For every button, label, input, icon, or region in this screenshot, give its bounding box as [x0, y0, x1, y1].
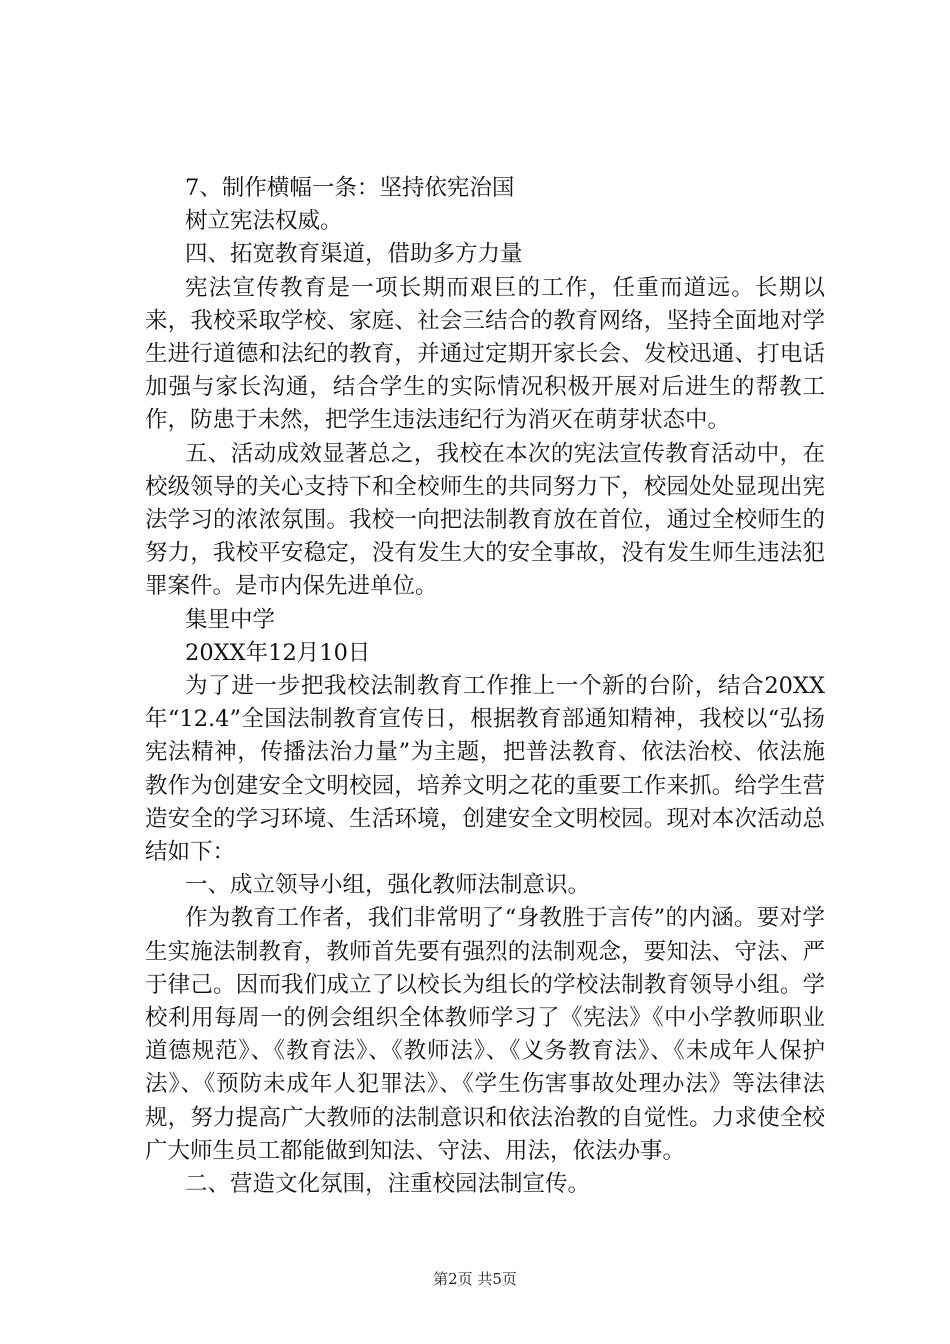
document-body: [145, 172, 825, 1201]
date: 20XX年12月10日: [185, 639, 371, 666]
section-heading: 四、拓宽教育渠道，借助多方力量: [185, 241, 523, 268]
paragraph: 7、制作横幅一条：坚持依宪治国: [185, 175, 515, 201]
page-number-footer: 第2页 共5页: [433, 1270, 517, 1288]
section-heading: 五、活动成效显著总之，我校在本次的宪法宣传教育活动中，在校级领导的关心支持下和全校师生的共同努力下，校园处处显现出宪法学习的浓浓氛围。我校一向把法制教育放在首位，通过全校师生的努力，我校平安稳定，没有发生大的安全事故，没有发生师生违法犯罪案件。是市内保先进单位。: [145, 440, 825, 600]
paragraph: 宪法宣传教育是一项长期而艰巨的工作，任重而道远。长期以来，我校采取学校、家庭、社会三结合的教育网络，坚持全面地对学生进行道德和法纪的教育，并通过定期开家长会、发校迅通、打电话加强与家长沟通，结合学生的实际情况积极开展对后进生的帮教工作，防患于未然，把学生违法违纪行为消灭在萌芽状态中。: [145, 274, 825, 434]
paragraph: 作为教育工作者，我们非常明了“身教胜于言传”的内涵。要对学生实施法制教育，教师首先要有强烈的法制观念，要知法、守法、严于律己。因而我们成立了以校长为组长的学校法制教育领导小组。学校利用每周一的例会组织全体教师学习了《宪法》《中小学教师职业道德规范》、《教育法》、《教师法》、《义务教育法》、《未成年人保护法》、《预防未成年人犯罪法》、《学生伤害事故处理办法》等法律法规，努力提高广大教师的法制意识和依法治教的自觉性。力求使全校广大师生员工都能做到知法、守法、用法，依法办事。: [145, 905, 825, 1164]
section-heading: 一、成立领导小组，强化教师法制意识。: [185, 872, 591, 899]
section-heading: 二、营造文化氛围，注重校园法制宣传。: [185, 1171, 591, 1198]
school-name: 集里中学: [185, 606, 276, 633]
paragraph: 为了进一步把我校法制教育工作推上一个新的台阶，结合20XX年“12.4”全国法制教育宣传日，根据教育部通知精神，我校以“弘扬宪法精神，传播法治力量”为主题，把普法教育、依法治校、依法施教作为创建安全文明校园，培养文明之花的重要工作来抓。给学生营造安全的学习环境、生活环境，创建安全文明校园。现对本次活动总结如下：: [145, 673, 825, 866]
paragraph: 树立宪法权威。: [185, 208, 343, 235]
